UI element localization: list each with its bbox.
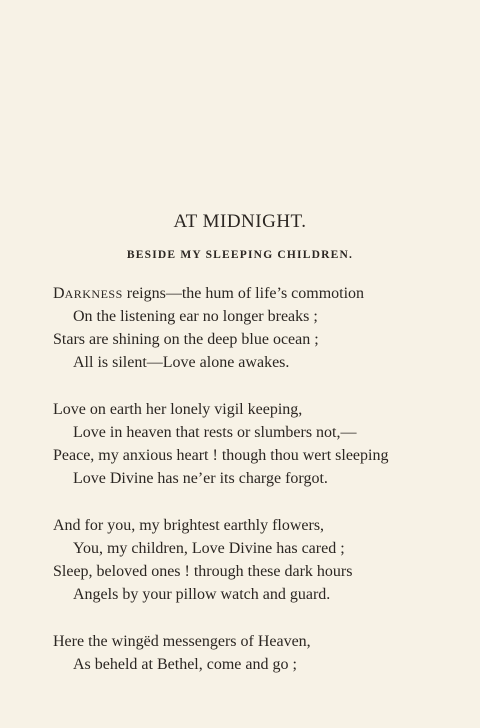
poem-line-4: All is silent—Love alone awakes. — [73, 354, 290, 371]
poem-title: AT MIDNIGHT. — [173, 211, 307, 232]
drop-initial: D — [53, 285, 65, 302]
poem-line-10: You, my children, Love Divine has cared ; — [73, 540, 345, 557]
poem-line-9: And for you, my brightest earthly flowers, — [53, 517, 325, 534]
poem-line-13: Here the wingëd messengers of Heaven, — [53, 633, 311, 650]
poem-line-1 — [53, 285, 364, 303]
poem-line-2: On the listening ear no longer breaks ; — [73, 308, 318, 325]
poem-line-7: Peace, my anxious heart ! though thou wert sleeping — [53, 447, 389, 464]
poem-line-6: Love in heaven that rests or slumbers not,— — [73, 424, 357, 441]
poem-line-11: Sleep, beloved ones ! through these dark hours — [53, 563, 353, 580]
small-caps-word: ARKNESS — [64, 287, 123, 301]
poem-line-12: Angels by your pillow watch and guard. — [73, 586, 331, 603]
poem-line-5: Love on earth her lonely vigil keeping, — [53, 401, 303, 418]
poem-line-14: As beheld at Bethel, come and go ; — [73, 656, 297, 673]
poem-subtitle: BESIDE MY SLEEPING CHILDREN. — [126, 249, 354, 261]
poem-line-3: Stars are shining on the deep blue ocean ; — [53, 331, 319, 348]
line-text: reigns—the hum of life’s commotion — [122, 285, 365, 302]
poem-line-8: Love Divine has ne’er its charge forgot. — [73, 470, 328, 487]
